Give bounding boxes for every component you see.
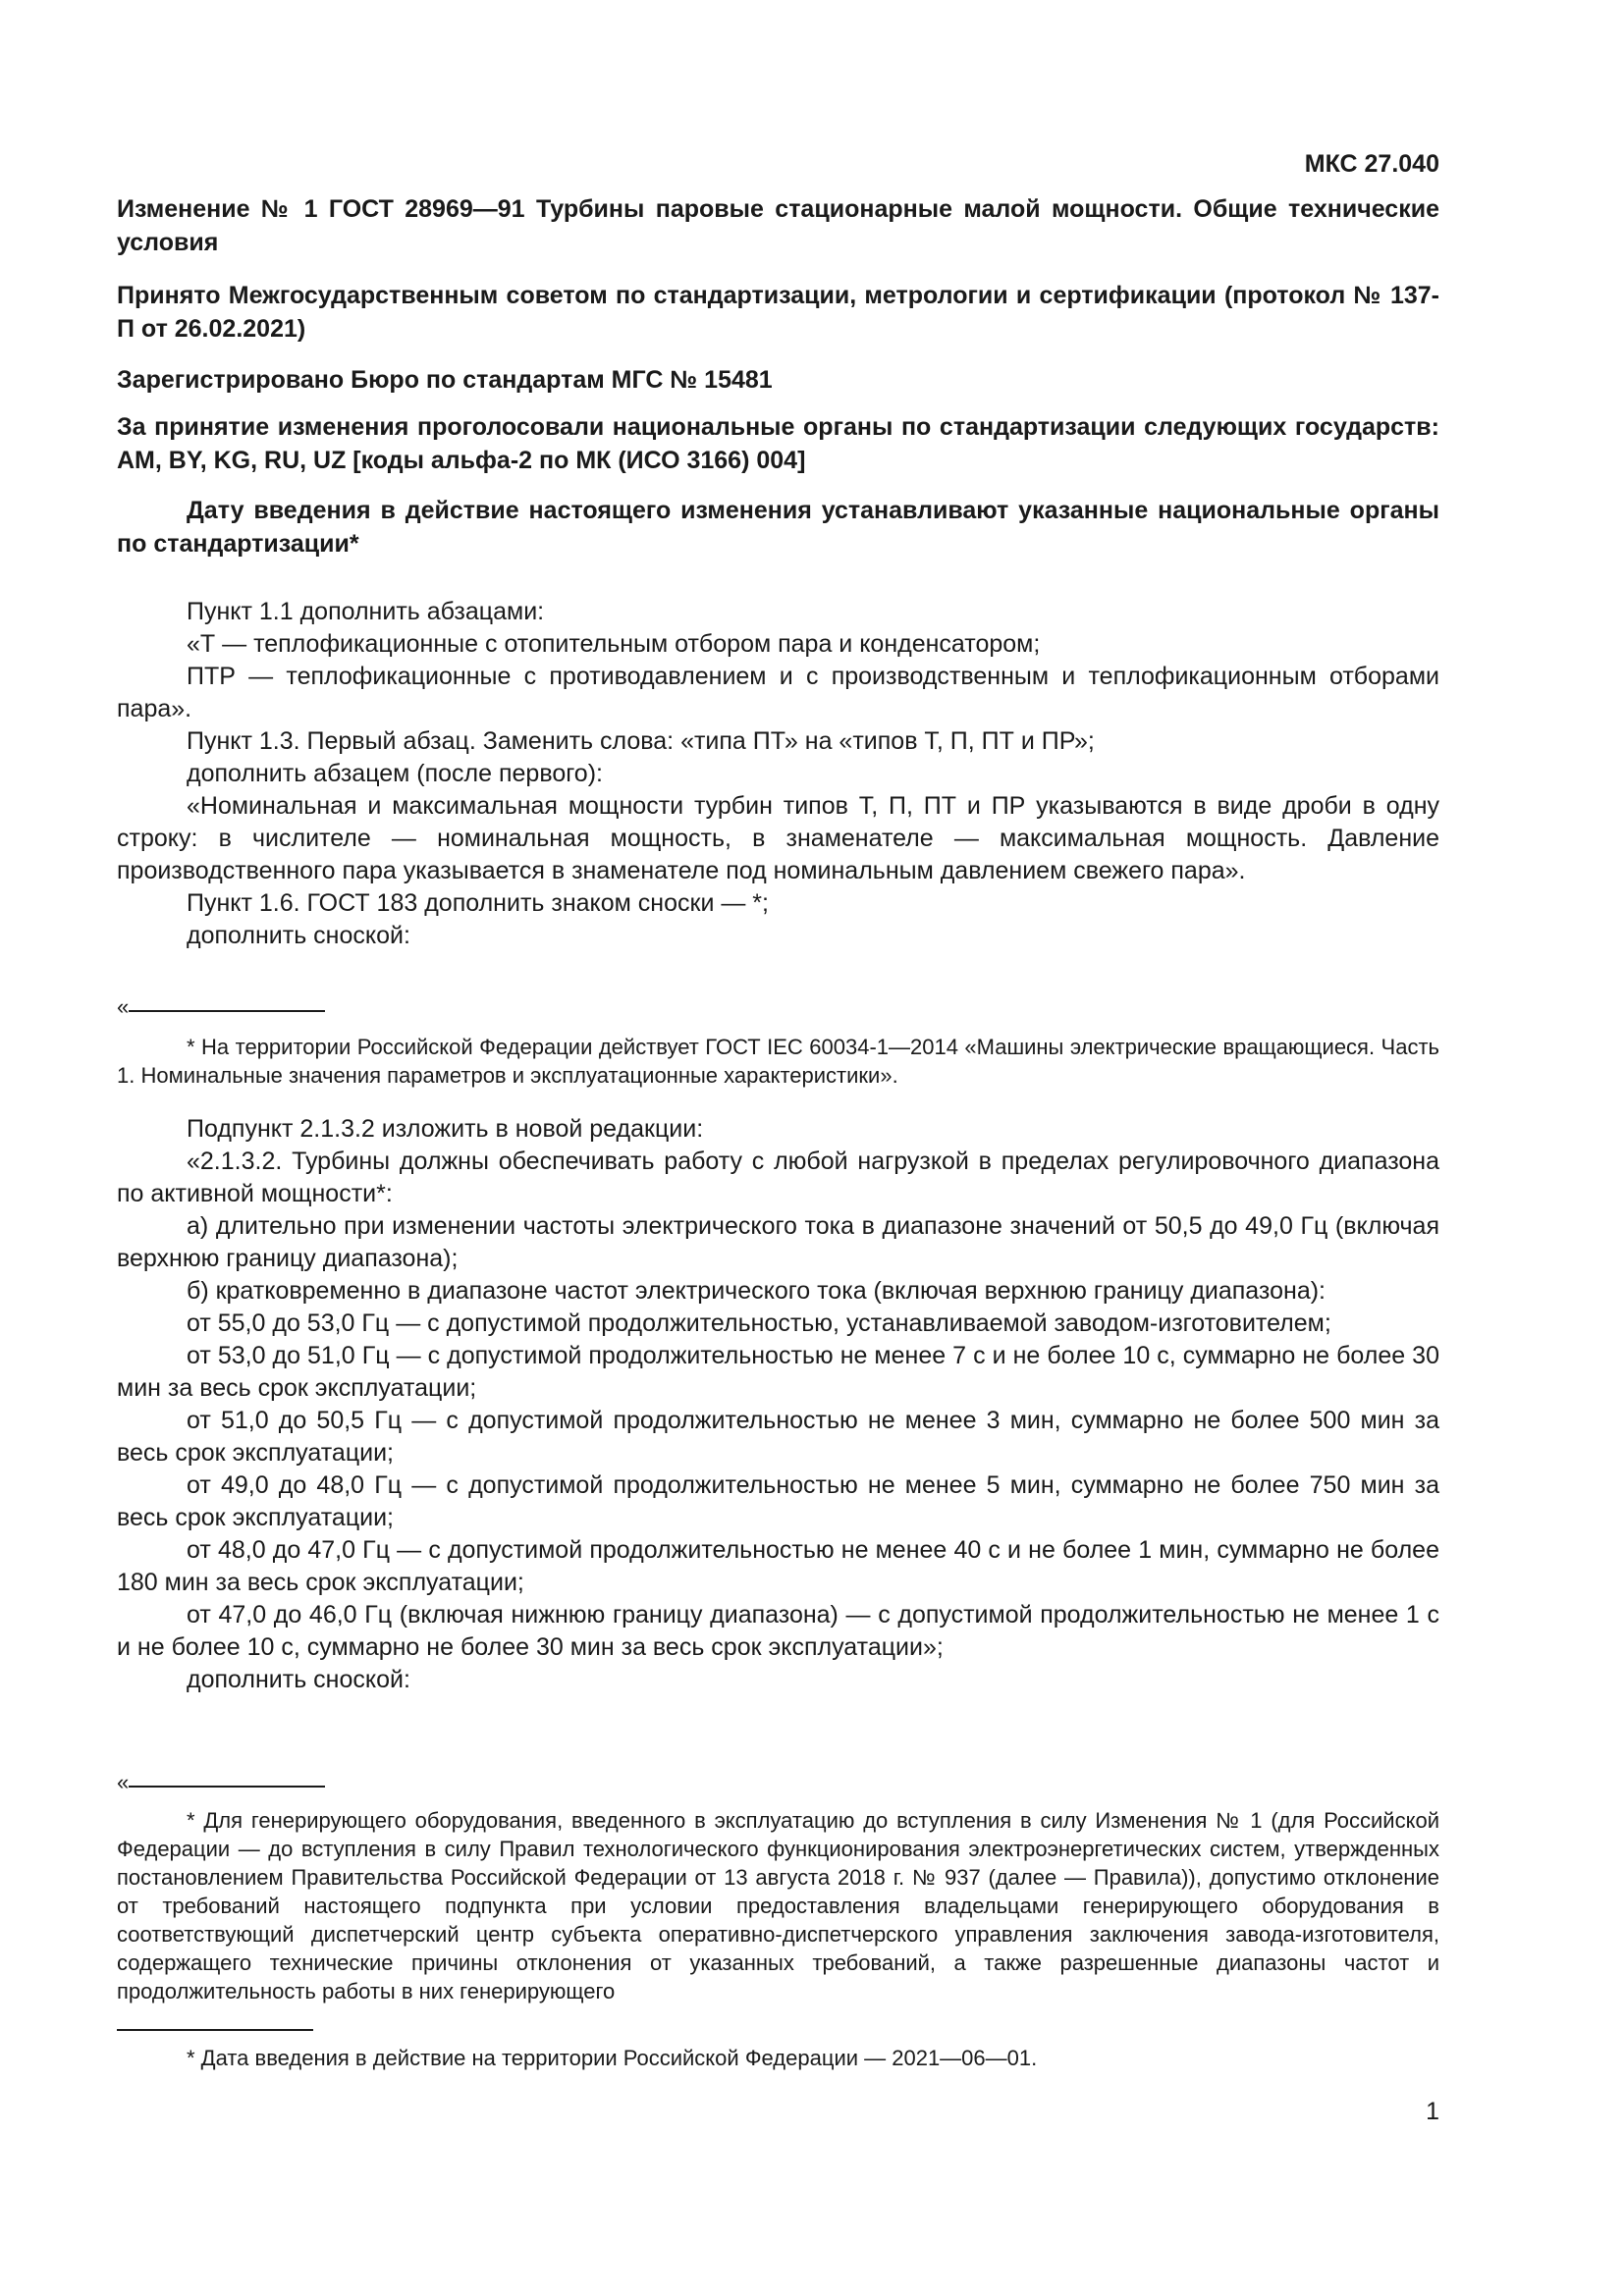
paragraph: от 51,0 до 50,5 Гц — с допустимой продолжительностью не менее 3 мин, суммарно не более 500 мин за весь срок эксплуатации; bbox=[117, 1407, 1439, 1467]
registered-block bbox=[117, 363, 1439, 397]
footnote-rule bbox=[117, 994, 1439, 1021]
paragraph: Пункт 1.6. ГОСТ 183 дополнить знаком сноски — *; bbox=[187, 889, 769, 917]
paragraph: дополнить абзацем (после первого): bbox=[187, 760, 603, 787]
amendment-title: Изменение № 1 ГОСТ 28969—91 Турбины паровые стационарные малой мощности. Общие технические условия bbox=[117, 195, 1439, 256]
footnote-2-block bbox=[117, 1770, 1439, 2005]
section-1 bbox=[117, 596, 1439, 952]
paragraph: от 55,0 до 53,0 Гц — с допустимой продолжительностью, устанавливаемой заводом-изготовителем; bbox=[187, 1309, 1331, 1337]
paragraph: дополнить сноской: bbox=[187, 922, 410, 949]
section-2 bbox=[117, 1113, 1439, 1696]
footnote-rule bbox=[117, 1770, 1439, 1796]
effective-block bbox=[117, 494, 1439, 561]
adopted-statement: Принято Межгосударственным советом по стандартизации, метрологии и сертификации (протокол № 137-П от 26.02.2021) bbox=[117, 282, 1439, 343]
paragraph: «2.1.3.2. Турбины должны обеспечивать работу с любой нагрузкой в пределах регулировочного диапазона по активной мощности*: bbox=[117, 1148, 1439, 1207]
voted-block bbox=[117, 410, 1439, 477]
page-footnote-rule bbox=[117, 2029, 313, 2031]
page-footnote: * Дата введения в действие на территории Российской Федерации — 2021—06—01. bbox=[187, 2046, 1038, 2070]
paragraph: от 53,0 до 51,0 Гц — с допустимой продолжительностью не менее 7 с и не более 10 с, суммарно не более 30 мин за весь срок эксплуатации; bbox=[117, 1342, 1439, 1402]
paragraph: а) длительно при изменении частоты электрического тока в диапазоне значений от 50,5 до 49,0 Гц (включая верхнюю границу диапазона); bbox=[117, 1212, 1439, 1272]
paragraph: Пункт 1.3. Первый абзац. Заменить слова: «типа ПТ» на «типов Т, П, ПТ и ПР»; bbox=[187, 727, 1095, 755]
adopted-block bbox=[117, 279, 1439, 346]
paragraph: от 49,0 до 48,0 Гц — с допустимой продолжительностью не менее 5 мин, суммарно не более 750 мин за весь срок эксплуатации; bbox=[117, 1471, 1439, 1531]
effective-statement: Дату введения в действие настоящего изменения устанавливают указанные национальные органы по стандартизации* bbox=[117, 497, 1439, 558]
rule-line bbox=[129, 1010, 325, 1012]
footnote-text: * На территории Российской Федерации действует ГОСТ IEC 60034-1—2014 «Машины электрические вращающиеся. Часть 1. Номинальные значения параметров и эксплуатационные характеристики». bbox=[117, 1035, 1439, 1088]
voted-statement: За принятие изменения проголосовали национальные органы по стандартизации следующих государств: AM, BY, KG, RU, UZ [коды альфа-2 по МК (ИСО 3166) 004] bbox=[117, 413, 1439, 474]
paragraph: от 47,0 до 46,0 Гц (включая нижнюю границу диапазона) — с допустимой продолжительностью не менее 1 с и не более 10 с, суммарно не более 30 мин за весь срок эксплуатации»; bbox=[117, 1601, 1439, 1661]
quote-mark: « bbox=[117, 1770, 130, 1794]
footnote-1-block bbox=[117, 994, 1439, 1090]
paragraph: Подпункт 2.1.3.2 изложить в новой редакции: bbox=[187, 1115, 704, 1143]
quote-mark: « bbox=[117, 994, 130, 1019]
paragraph: б) кратковременно в диапазоне частот электрического тока (включая верхнюю границу диапазона): bbox=[187, 1277, 1326, 1305]
page-number: 1 bbox=[1426, 2098, 1439, 2125]
footnote-text: * Для генерирующего оборудования, введенного в эксплуатацию до вступления в силу Изменения № 1 (для Российской Федерации — до вступления в силу Правил технологического функционирования электроэнергетических систем, утвержденных постановлением Правительства Российской Федерации от 13 августа 2018 г. № 937 (далее — Правила)), допустимо отклонение от требований настоящего подпункта при условии предоставления владельцами генерирующего оборудования в соответствующий диспетчерский центр субъекта оперативно-диспетчерского управления заключения завода-изготовителя, содержащего технические причины отклонения от указанных требований, а также разрешенные диапазоны частот и продолжительность работы в них генерирующего bbox=[117, 1808, 1439, 2003]
paragraph: «Номинальная и максимальная мощности турбин типов Т, П, ПТ и ПР указываются в виде дроби в одну строку: в числителе — номинальная мощность, в знаменателе — максимальная мощность. Давление производственного пара указывается в знаменателе под номинальным давлением свежего пара». bbox=[117, 792, 1439, 884]
rule-line bbox=[129, 1786, 325, 1788]
paragraph: ПТР — теплофикационные с противодавлением и с производственным и теплофикационным отборами пара». bbox=[117, 663, 1439, 722]
paragraph: от 48,0 до 47,0 Гц — с допустимой продолжительностью не менее 40 с и не более 1 мин, суммарно не более 180 мин за весь срок эксплуатации; bbox=[117, 1536, 1439, 1596]
mks-code: МКС 27.040 bbox=[1304, 150, 1439, 178]
header-block bbox=[117, 192, 1439, 259]
registered-statement: Зарегистрировано Бюро по стандартам МГС № 15481 bbox=[117, 366, 773, 394]
paragraph: «Т — теплофикационные с отопительным отбором пара и конденсатором; bbox=[187, 630, 1041, 658]
paragraph: Пункт 1.1 дополнить абзацами: bbox=[187, 598, 545, 625]
paragraph: дополнить сноской: bbox=[187, 1666, 410, 1693]
